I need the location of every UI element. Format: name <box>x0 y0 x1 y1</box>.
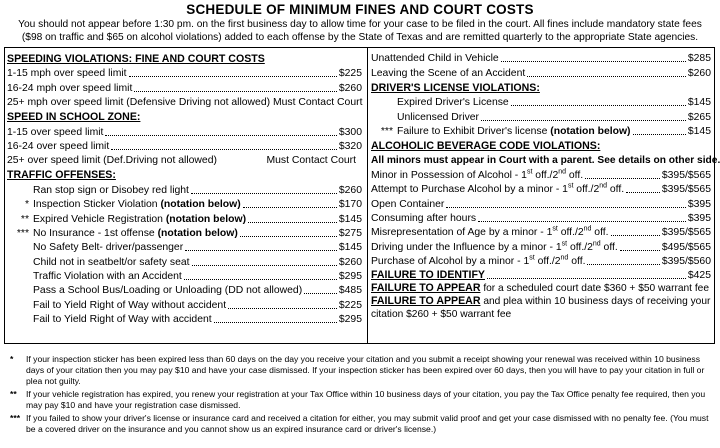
fine-amount: $295 <box>338 271 362 283</box>
dot-leader <box>304 293 337 294</box>
offense-text: Inspection Sticker Violation <box>33 199 161 211</box>
fine-amount: $495/$565 <box>661 241 711 253</box>
schedule-title: SCHEDULE OF MINIMUM FINES AND COURT COSTS <box>186 2 534 17</box>
fine-amount: $300 <box>338 126 362 138</box>
fti-fee: $425 <box>687 270 711 282</box>
fine-row <box>7 312 362 326</box>
offense-label <box>371 255 585 268</box>
dot-leader <box>184 279 337 280</box>
fine-amount: $260 <box>338 184 362 196</box>
dot-leader <box>214 322 337 323</box>
fine-row <box>7 95 362 109</box>
footnote-marker: *** <box>16 227 29 239</box>
fine-row <box>7 269 362 283</box>
footnote-marker: *** <box>380 125 393 137</box>
dot-leader <box>585 178 660 179</box>
fine-amount: $225 <box>338 68 362 80</box>
fine-amount: $485 <box>338 285 362 297</box>
dot-leader <box>587 264 659 265</box>
offense-label <box>7 241 183 254</box>
dot-leader <box>129 76 337 77</box>
fine-row <box>7 153 362 167</box>
dot-leader <box>243 207 337 208</box>
offense-text: Fail to Yield Right of Way without accident <box>33 299 227 311</box>
fine-row <box>371 239 711 253</box>
fti-label: FAILURE TO IDENTIFY <box>371 269 485 282</box>
offense-label <box>371 169 583 182</box>
traffic-heading: TRAFFIC OFFENSES: <box>7 169 116 182</box>
fine-row <box>371 95 711 109</box>
offense-text: Child not in seatbelt/or safety seat <box>33 256 190 268</box>
footnote-marker: *** <box>10 413 21 423</box>
dot-leader <box>527 76 686 77</box>
dot-leader <box>105 135 336 136</box>
dot-leader <box>192 265 337 266</box>
fine-amount: $145 <box>338 213 362 225</box>
fine-amount: $170 <box>338 199 362 211</box>
fine-row <box>371 109 711 123</box>
fine-row <box>371 254 711 268</box>
dot-leader <box>481 120 686 121</box>
dot-leader <box>446 207 686 208</box>
fine-amount: $225 <box>338 299 362 311</box>
offense-text: Pass a School Bus/Loading or Unloading (DD not allowed) <box>33 285 303 297</box>
dot-leader <box>240 236 337 237</box>
offense-label <box>7 213 246 226</box>
fines-table <box>4 47 720 344</box>
fine-amount: $395 <box>687 198 711 210</box>
footnote <box>4 413 716 435</box>
footnote <box>4 389 716 411</box>
fine-amount: $395/$565 <box>661 184 711 196</box>
school-zone-list <box>7 124 362 167</box>
offense-text: Consuming after hours <box>371 212 477 224</box>
dot-leader <box>134 91 337 92</box>
left-column <box>7 51 362 326</box>
offense-label <box>371 111 479 124</box>
license-heading: DRIVER'S LICENSE VIOLATIONS: <box>371 81 540 94</box>
offense-text: 25+ mph over speed limit (Defensive Driving not allowed) Must Contact Court <box>7 97 363 109</box>
fine-row <box>7 297 362 311</box>
offense-label <box>7 270 182 283</box>
offense-label <box>7 82 132 95</box>
offense-label <box>7 284 302 297</box>
fta2-label: FAILURE TO APPEAR <box>371 295 481 308</box>
fine-row <box>7 283 362 297</box>
offense-label <box>371 52 499 65</box>
dot-leader <box>487 278 686 279</box>
fine-amount: $145 <box>687 97 711 109</box>
traffic-list <box>7 182 362 326</box>
fine-amount: $395/$565 <box>661 169 711 181</box>
alcohol-heading: ALCOHOLIC BEVERAGE CODE VIOLATIONS: <box>371 139 601 152</box>
fine-amount: $260 <box>687 67 711 79</box>
notation-below: (notation below) <box>157 227 238 239</box>
footnotes <box>4 354 716 437</box>
fine-amount: $145 <box>338 242 362 254</box>
failure-to-identify-row <box>371 268 711 282</box>
offense-text: Fail to Yield Right of Way with accident <box>33 314 212 326</box>
notation-below: (notation below) <box>550 125 631 137</box>
alcohol-list <box>371 167 711 268</box>
offense-text: No Safety Belt- driver/passenger <box>33 242 184 254</box>
offense-label: 25+ over speed limit (Def.Driving not allowed) <box>7 155 217 167</box>
offense-text: Expired Driver's License <box>397 97 509 109</box>
fine-amount: $295 <box>338 314 362 326</box>
offense-label <box>371 67 525 80</box>
offense-label <box>371 125 631 138</box>
fine-row <box>7 124 362 138</box>
fine-row <box>7 240 362 254</box>
fine-row <box>371 124 711 138</box>
offense-text: 1-15 mph over speed limit <box>7 68 127 80</box>
offense-text: Driving under the Influence by a minor - 1st off./2nd off. <box>371 240 618 253</box>
offense-text: Failure to Exhibit Driver's license <box>397 125 551 137</box>
offense-label <box>371 198 444 211</box>
offense-label <box>7 184 189 197</box>
fine-row <box>7 80 362 94</box>
fine-amount: $265 <box>687 111 711 123</box>
dot-leader <box>248 222 337 223</box>
speeding-heading: SPEEDING VIOLATIONS: FINE AND COURT COSTS <box>7 53 265 65</box>
fine-row <box>371 196 711 210</box>
footnote-marker: ** <box>20 213 29 225</box>
offense-text: Ran stop sign or Disobey red light <box>33 184 189 196</box>
offense-label <box>7 140 109 153</box>
offense-label <box>7 67 127 80</box>
offense-text: Expired Vehicle Registration <box>33 213 166 225</box>
offense-label <box>7 198 241 211</box>
column-divider <box>367 48 368 343</box>
alcohol-parent-note: All minors must appear in Court with a parent. See details on other side. <box>371 155 720 167</box>
offense-text: Attempt to Purchase Alcohol by a minor - 1st off./2nd off. <box>371 182 625 196</box>
fine-row <box>7 139 362 153</box>
fine-amount: $395/$560 <box>661 256 711 268</box>
offense-text: Leaving the Scene of an Accident <box>371 67 526 79</box>
dot-leader <box>185 250 337 251</box>
footnote <box>4 354 716 387</box>
fine-row <box>371 225 711 239</box>
offense-text: Traffic Violation with an Accident <box>33 271 182 283</box>
footnote-text: If you failed to show your driver's license or insurance card and received a citation for either, you may submit valid proof and get your case dismissed with no penalty fee. (You must be a covered driver on the insurance and you cannot show us an expired insurance card or driver's license.) <box>26 413 709 434</box>
fine-amount: $320 <box>338 140 362 152</box>
offense-text: No Insurance - 1st offense <box>33 227 158 239</box>
intro-line-1: You should not appear before 1:30 pm. on the first business day to allow time for your case to be filed in the court. All fines include mandatory state fees <box>18 19 702 30</box>
offense-label <box>7 256 190 269</box>
fine-row <box>7 182 362 196</box>
offense-label <box>7 126 103 139</box>
offense-label <box>371 241 618 254</box>
fta2-text: and plea within 10 business days of receiving your citation $260 + $50 warrant fee <box>371 296 711 321</box>
offense-text: Open Container <box>371 198 445 210</box>
notation-below: (notation below) <box>160 199 241 211</box>
footnote-marker: * <box>10 354 14 364</box>
footnote-text: If your inspection sticker has been expired less than 60 days on the day you receive your citation and you submit a receipt showing your renewal was received within 10 business days of your citation then you may pay $10 and have your case dismissed. If your inspection sticker has been expired over 60 days, then you will have to pay your citation in full or plea not guilty. <box>26 354 705 386</box>
fine-amount: $285 <box>687 53 711 65</box>
dot-leader <box>511 105 686 106</box>
fine-row <box>371 211 711 225</box>
fine-row <box>371 182 711 196</box>
speeding-list <box>7 66 362 109</box>
offense-text: 16-24 mph over speed limit <box>7 82 133 94</box>
fine-row <box>371 65 711 79</box>
fta-scheduled-row <box>371 282 711 295</box>
fine-row <box>7 254 362 268</box>
offense-text: Unattended Child in Vehicle <box>371 53 499 65</box>
footnote-marker: ** <box>10 389 17 399</box>
footnote-marker: * <box>24 199 29 211</box>
fine-row <box>371 51 711 65</box>
fine-row <box>7 66 362 80</box>
fine-row <box>7 197 362 211</box>
offense-text: Misrepresentation of Age by a minor - 1st off./2nd off. <box>371 225 609 239</box>
footnote-text: If your vehicle registration has expired, you renew your registration at your Tax Office within 10 business days of your citation, you pay the Tax Office penalty fee required, then you may pay $10 and have your registration case dismissed. <box>26 389 706 410</box>
fine-amount: Must Contact Court <box>266 155 356 167</box>
intro-line-2: ($98 on traffic and $65 on alcohol violations) added to each offense by the State of Texas and are remitted quarterly to the appropriate State agencies. <box>21 32 699 43</box>
dot-leader <box>633 134 686 135</box>
offense-label <box>371 183 624 196</box>
dot-leader <box>620 250 660 251</box>
license-list <box>371 95 711 138</box>
offense-label <box>371 212 476 225</box>
fine-amount: $260 <box>338 256 362 268</box>
dot-leader <box>478 221 686 222</box>
fta1-text: for a scheduled court date $360 + $50 warrant fee <box>480 283 710 295</box>
fine-row <box>7 226 362 240</box>
offense-label <box>7 227 238 240</box>
fine-amount: $395/$565 <box>661 227 711 239</box>
fine-row <box>7 211 362 225</box>
offense-text: 16-24 over speed limit <box>7 140 110 152</box>
offense-text: 1-15 over speed limit <box>7 126 104 138</box>
fta1-label: FAILURE TO APPEAR <box>371 282 481 295</box>
fine-amount: $145 <box>687 125 711 137</box>
misc-offense-list <box>371 51 711 80</box>
fta-plea-row <box>371 295 711 321</box>
offense-label <box>7 313 212 326</box>
offense-text: Unlicensed Driver <box>397 111 479 123</box>
right-column <box>371 51 720 321</box>
dot-leader <box>626 192 660 193</box>
school-zone-heading: SPEED IN SCHOOL ZONE: <box>7 111 141 124</box>
fine-amount: $260 <box>338 82 362 94</box>
offense-label <box>371 226 609 239</box>
offense-label <box>7 299 226 312</box>
fine-amount: $275 <box>338 227 362 239</box>
dot-leader <box>191 193 337 194</box>
offense-text: Minor in Possession of Alcohol - 1st off./2nd off. <box>371 168 584 181</box>
dot-leader <box>611 235 660 236</box>
intro-text <box>0 18 720 44</box>
dot-leader <box>501 61 686 62</box>
fine-amount: $395 <box>687 212 711 224</box>
notation-below: (notation below) <box>165 213 247 225</box>
offense-label <box>371 96 509 109</box>
dot-leader <box>111 149 337 150</box>
dot-leader <box>228 308 337 309</box>
offense-label <box>7 96 362 109</box>
offense-text: Purchase of Alcohol by a minor - 1st off./2nd off. <box>371 254 586 268</box>
fine-row <box>371 167 711 181</box>
